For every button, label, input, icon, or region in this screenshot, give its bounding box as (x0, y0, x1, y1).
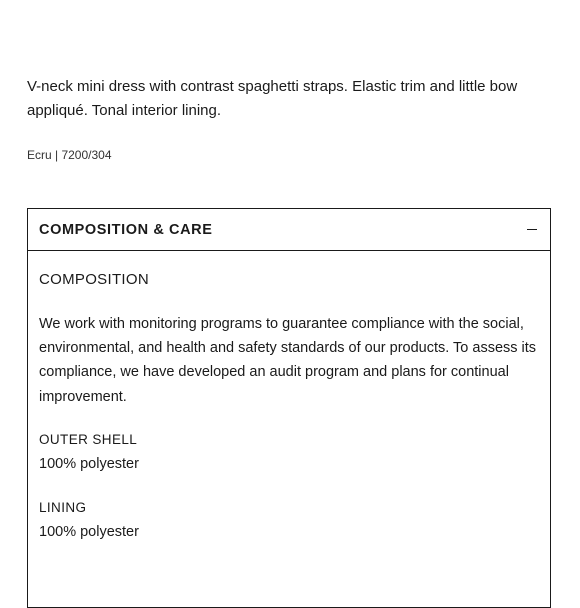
accordion-header[interactable] (28, 209, 550, 251)
composition-heading: COMPOSITION (39, 271, 149, 288)
lining-value: 100% polyester (39, 523, 139, 540)
accordion-body (28, 270, 550, 541)
product-description: V-neck mini dress with contrast spaghetti straps. Elastic trim and little bow appliqué. Tonal interior lining. (27, 78, 518, 119)
colour-reference: Ecru | 7200/304 (27, 148, 112, 162)
accordion-title: COMPOSITION & CARE (39, 221, 213, 238)
composition-text: We work with monitoring programs to guarantee compliance with the social, environmental, and health and safety standards of our products. To assess its compliance, we have developed an audit program and plans for continual improvement. (39, 316, 537, 405)
lining-label: LINING (39, 499, 87, 515)
outer-shell-label: OUTER SHELL (39, 431, 138, 447)
minus-icon[interactable] (527, 229, 537, 230)
outer-shell-value: 100% polyester (39, 455, 139, 472)
composition-care-accordion (27, 208, 551, 608)
